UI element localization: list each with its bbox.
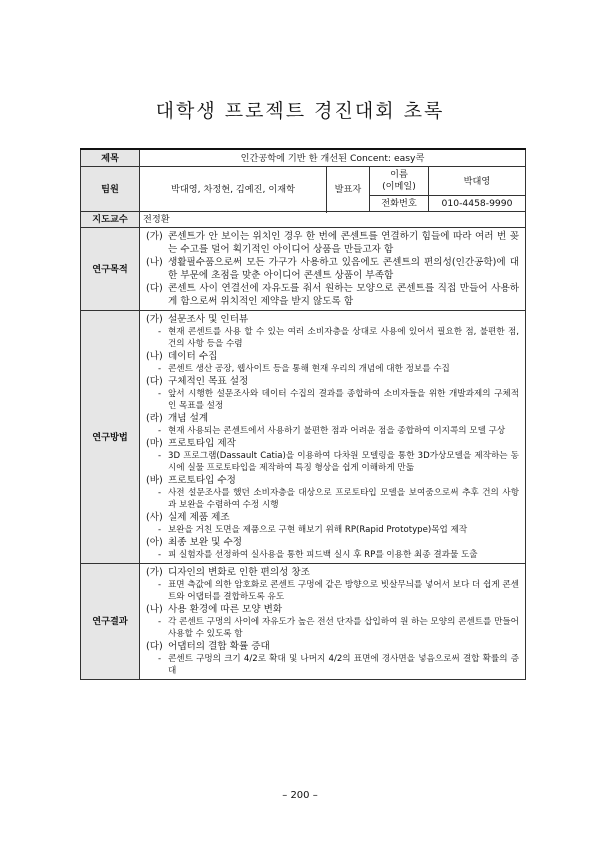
list-item <box>146 566 519 603</box>
item-detail-text: 3D 프로그램(Dassault Catia)을 이용하여 다차원 모델링을 통한 3D가상모델을 제작하는 동시에 실물 프로토타입을 제작하여 특징 형상을 쉽게 이해하게 만듦 <box>168 451 519 473</box>
presenter-name: 박대영 <box>429 167 526 196</box>
item-text: 생활필수품으로써 모든 가구가 사용하고 있음에도 콘센트의 편의성(인간공학)에 대한 부문에 초점을 맞춘 아이디어 콘센트 상품이 부족함 <box>168 257 519 281</box>
method-row <box>81 311 526 564</box>
item-detail-text: 콘센트 생산 공장, 웹사이트 등을 통해 현재 우리의 개념에 대한 정보를 수집 <box>168 364 450 374</box>
list-item <box>146 313 519 350</box>
purpose-content <box>140 228 526 311</box>
item-detail-text: 현재 사용되는 콘센트에서 사용하기 불편한 점과 어려운 점을 종합하여 이지콕의 모델 구상 <box>168 426 506 436</box>
item-marker: (아) <box>146 537 163 548</box>
item-marker: (마) <box>146 438 163 449</box>
item-marker: (다) <box>146 376 163 387</box>
abstract-table <box>80 148 526 680</box>
name-label: 이름 (이메일) <box>370 167 429 196</box>
item-detail: - 3D 프로그램(Dassault Catia)을 이용하여 다차원 모델링을 통한 3D가상모델을 제작하는 동시에 실물 프로토타입을 제작하여 특징 형상을 쉽게 이해하게 만듦 <box>158 451 519 473</box>
item-detail-text: 피 실험자를 선정하여 실사용을 통한 피드백 실시 후 RP를 이용한 최종 결과물 도출 <box>168 550 478 560</box>
item-text: 콘센트 사이 연결선에 자유도를 줘서 원하는 모양으로 콘센트를 직접 만들어 사용하게 함으로써 위치적인 제약을 받지 않도록 함 <box>168 283 519 307</box>
item-detail-text: 표면 측값에 의한 암호화로 콘센트 구멍에 같은 방향으로 빗살무늬를 넣어서 보다 더 쉽게 콘센트와 어댑터를 결합하도록 유도 <box>168 580 519 602</box>
item-detail-text: 보완을 거친 도면을 제품으로 구현 해보기 위해 RP(Rapid Prototype)목업 제작 <box>168 525 468 535</box>
item-marker: (나) <box>146 257 163 268</box>
item-detail-text: 앞서 시행한 설문조사와 데이터 수집의 결과를 종합하여 소비자들을 위한 개발과제의 구체적인 목표를 설정 <box>168 389 519 411</box>
list-item <box>146 640 519 677</box>
phone-number: 010-4458-9990 <box>441 198 513 209</box>
item-text: 데이터 수집 <box>168 351 218 362</box>
item-detail-text: 각 콘센트 구멍의 사이에 자유도가 높은 전선 단자를 삽입하여 원 하는 모양의 콘센트를 만들어 사용할 수 있도록 함 <box>168 617 519 639</box>
item-marker: (가) <box>146 567 163 578</box>
item-marker: (가) <box>146 314 163 325</box>
item-marker: (라) <box>146 413 163 424</box>
item-marker: (다) <box>146 283 163 294</box>
list-item <box>146 603 519 640</box>
advisor-label: 지도교수 <box>81 212 140 228</box>
item-text: 설문조사 및 인터뷰 <box>168 314 249 325</box>
item-marker: (나) <box>146 351 163 362</box>
item-marker: (다) <box>146 641 163 652</box>
item-text: 디자인의 변화로 인한 편의성 창조 <box>168 567 310 578</box>
purpose-row <box>81 228 526 311</box>
item-detail: - 피 실험자를 선정하여 실사용을 통한 피드백 실시 후 RP를 이용한 최종 결과물 도출 <box>146 549 519 561</box>
phone-label: 전화번호 <box>370 196 429 212</box>
result-row <box>81 564 526 680</box>
team-label: 팀원 <box>81 167 140 212</box>
list-item <box>146 350 519 375</box>
item-detail: - 각 콘센트 구멍의 사이에 자유도가 높은 전선 단자를 삽입하여 원 하는 모양의 콘센트를 만들어 사용할 수 있도록 함 <box>158 617 519 639</box>
list-item <box>146 375 519 412</box>
project-title: 인간공학에 기반 한 개선된 Concent: easy콕 <box>140 149 526 167</box>
item-detail: - 사전 설문조사를 했던 소비자층을 대상으로 프로토타입 모델을 보여줌으로써 추후 건의 사항과 보완을 수렴하여 수정 시행 <box>158 488 519 510</box>
list-item <box>146 511 519 536</box>
item-detail-text: 현재 콘센트를 사용 할 수 있는 여러 소비자층을 상대로 사용에 있어서 필요한 점, 불편한 점, 건의 사항 등을 수렴 <box>168 327 519 349</box>
presenter-label: 발표자 <box>327 167 370 212</box>
item-text: 실제 제품 제조 <box>168 512 230 523</box>
item-detail-text: 사전 설문조사를 했던 소비자층을 대상으로 프로토타입 모델을 보여줌으로써 추후 건의 사항과 보완을 수렴하여 수정 시행 <box>168 488 519 510</box>
item-marker: (바) <box>146 475 163 486</box>
item-marker: (가) <box>146 231 163 242</box>
item-text: 프로토타입 제작 <box>168 438 236 449</box>
item-detail: - 표면 측값에 의한 암호화로 콘센트 구멍에 같은 방향으로 빗살무늬를 넣어서 보다 더 쉽게 콘센트와 어댑터를 결합하도록 유도 <box>158 580 519 602</box>
presenter-info <box>370 167 525 211</box>
list-item <box>146 536 519 561</box>
advisor-name: 전정환 <box>140 212 526 228</box>
result-content <box>140 564 526 680</box>
item-text: 사용 환경에 따른 모양 변화 <box>168 604 283 615</box>
item-detail: - 콘센트 구멍의 크기 4/2로 확대 및 나머지 4/2의 표면에 경사면을 넣음으로써 결합 확률의 증대 <box>158 654 519 676</box>
list-item <box>146 256 519 282</box>
team-row-1 <box>81 167 526 212</box>
item-text: 최종 보완 및 수정 <box>168 537 243 548</box>
list-item <box>146 437 519 474</box>
item-text: 어댑터의 결합 확률 증대 <box>168 641 270 652</box>
item-detail: - 보완을 거친 도면을 제품으로 구현 해보기 위해 RP(Rapid Prototype)목업 제작 <box>146 524 519 536</box>
item-detail: - 앞서 시행한 설문조사와 데이터 수집의 결과를 종합하여 소비자들을 위한 개발과제의 구체적인 목표를 설정 <box>158 389 519 411</box>
item-text: 프로토타입 수정 <box>168 475 236 486</box>
list-item <box>146 230 519 256</box>
result-label: 연구결과 <box>81 564 140 680</box>
list-item <box>146 412 519 437</box>
title-label: 제목 <box>81 149 140 167</box>
team-members: 박대영, 차정현, 김예진, 이재학 <box>140 167 327 212</box>
item-marker: (사) <box>146 512 163 523</box>
method-label: 연구방법 <box>81 311 140 564</box>
item-text: 콘센트가 안 보이는 위치인 경우 한 번에 콘센트를 연결하기 힘들에 따라 여러 번 꽂는 수고를 덜어 획기적인 아이디어 상품을 만들고자 함 <box>168 231 519 255</box>
item-marker: (나) <box>146 604 163 615</box>
item-text: 개념 설계 <box>168 413 209 424</box>
purpose-label: 연구목적 <box>81 228 140 311</box>
item-detail: - 현재 사용되는 콘센트에서 사용하기 불편한 점과 어려운 점을 종합하여 이지콕의 모델 구상 <box>146 425 519 437</box>
list-item <box>146 474 519 511</box>
item-detail: - 콘센트 생산 공장, 웹사이트 등을 통해 현재 우리의 개념에 대한 정보를 수집 <box>146 363 519 375</box>
list-item <box>146 282 519 308</box>
method-content <box>140 311 526 564</box>
page-number: – 200 – <box>282 790 318 801</box>
document-title: 대학생 프로젝트 경진대회 초록 <box>155 100 445 122</box>
item-detail: - 현재 콘센트를 사용 할 수 있는 여러 소비자층을 상대로 사용에 있어서 필요한 점, 불편한 점, 건의 사항 등을 수렴 <box>158 327 519 349</box>
item-detail-text: 콘센트 구멍의 크기 4/2로 확대 및 나머지 4/2의 표면에 경사면을 넣음으로써 결합 확률의 증대 <box>168 654 519 676</box>
advisor-row <box>81 212 526 228</box>
item-text: 구체적인 목표 설정 <box>168 376 249 387</box>
title-row <box>81 149 526 167</box>
